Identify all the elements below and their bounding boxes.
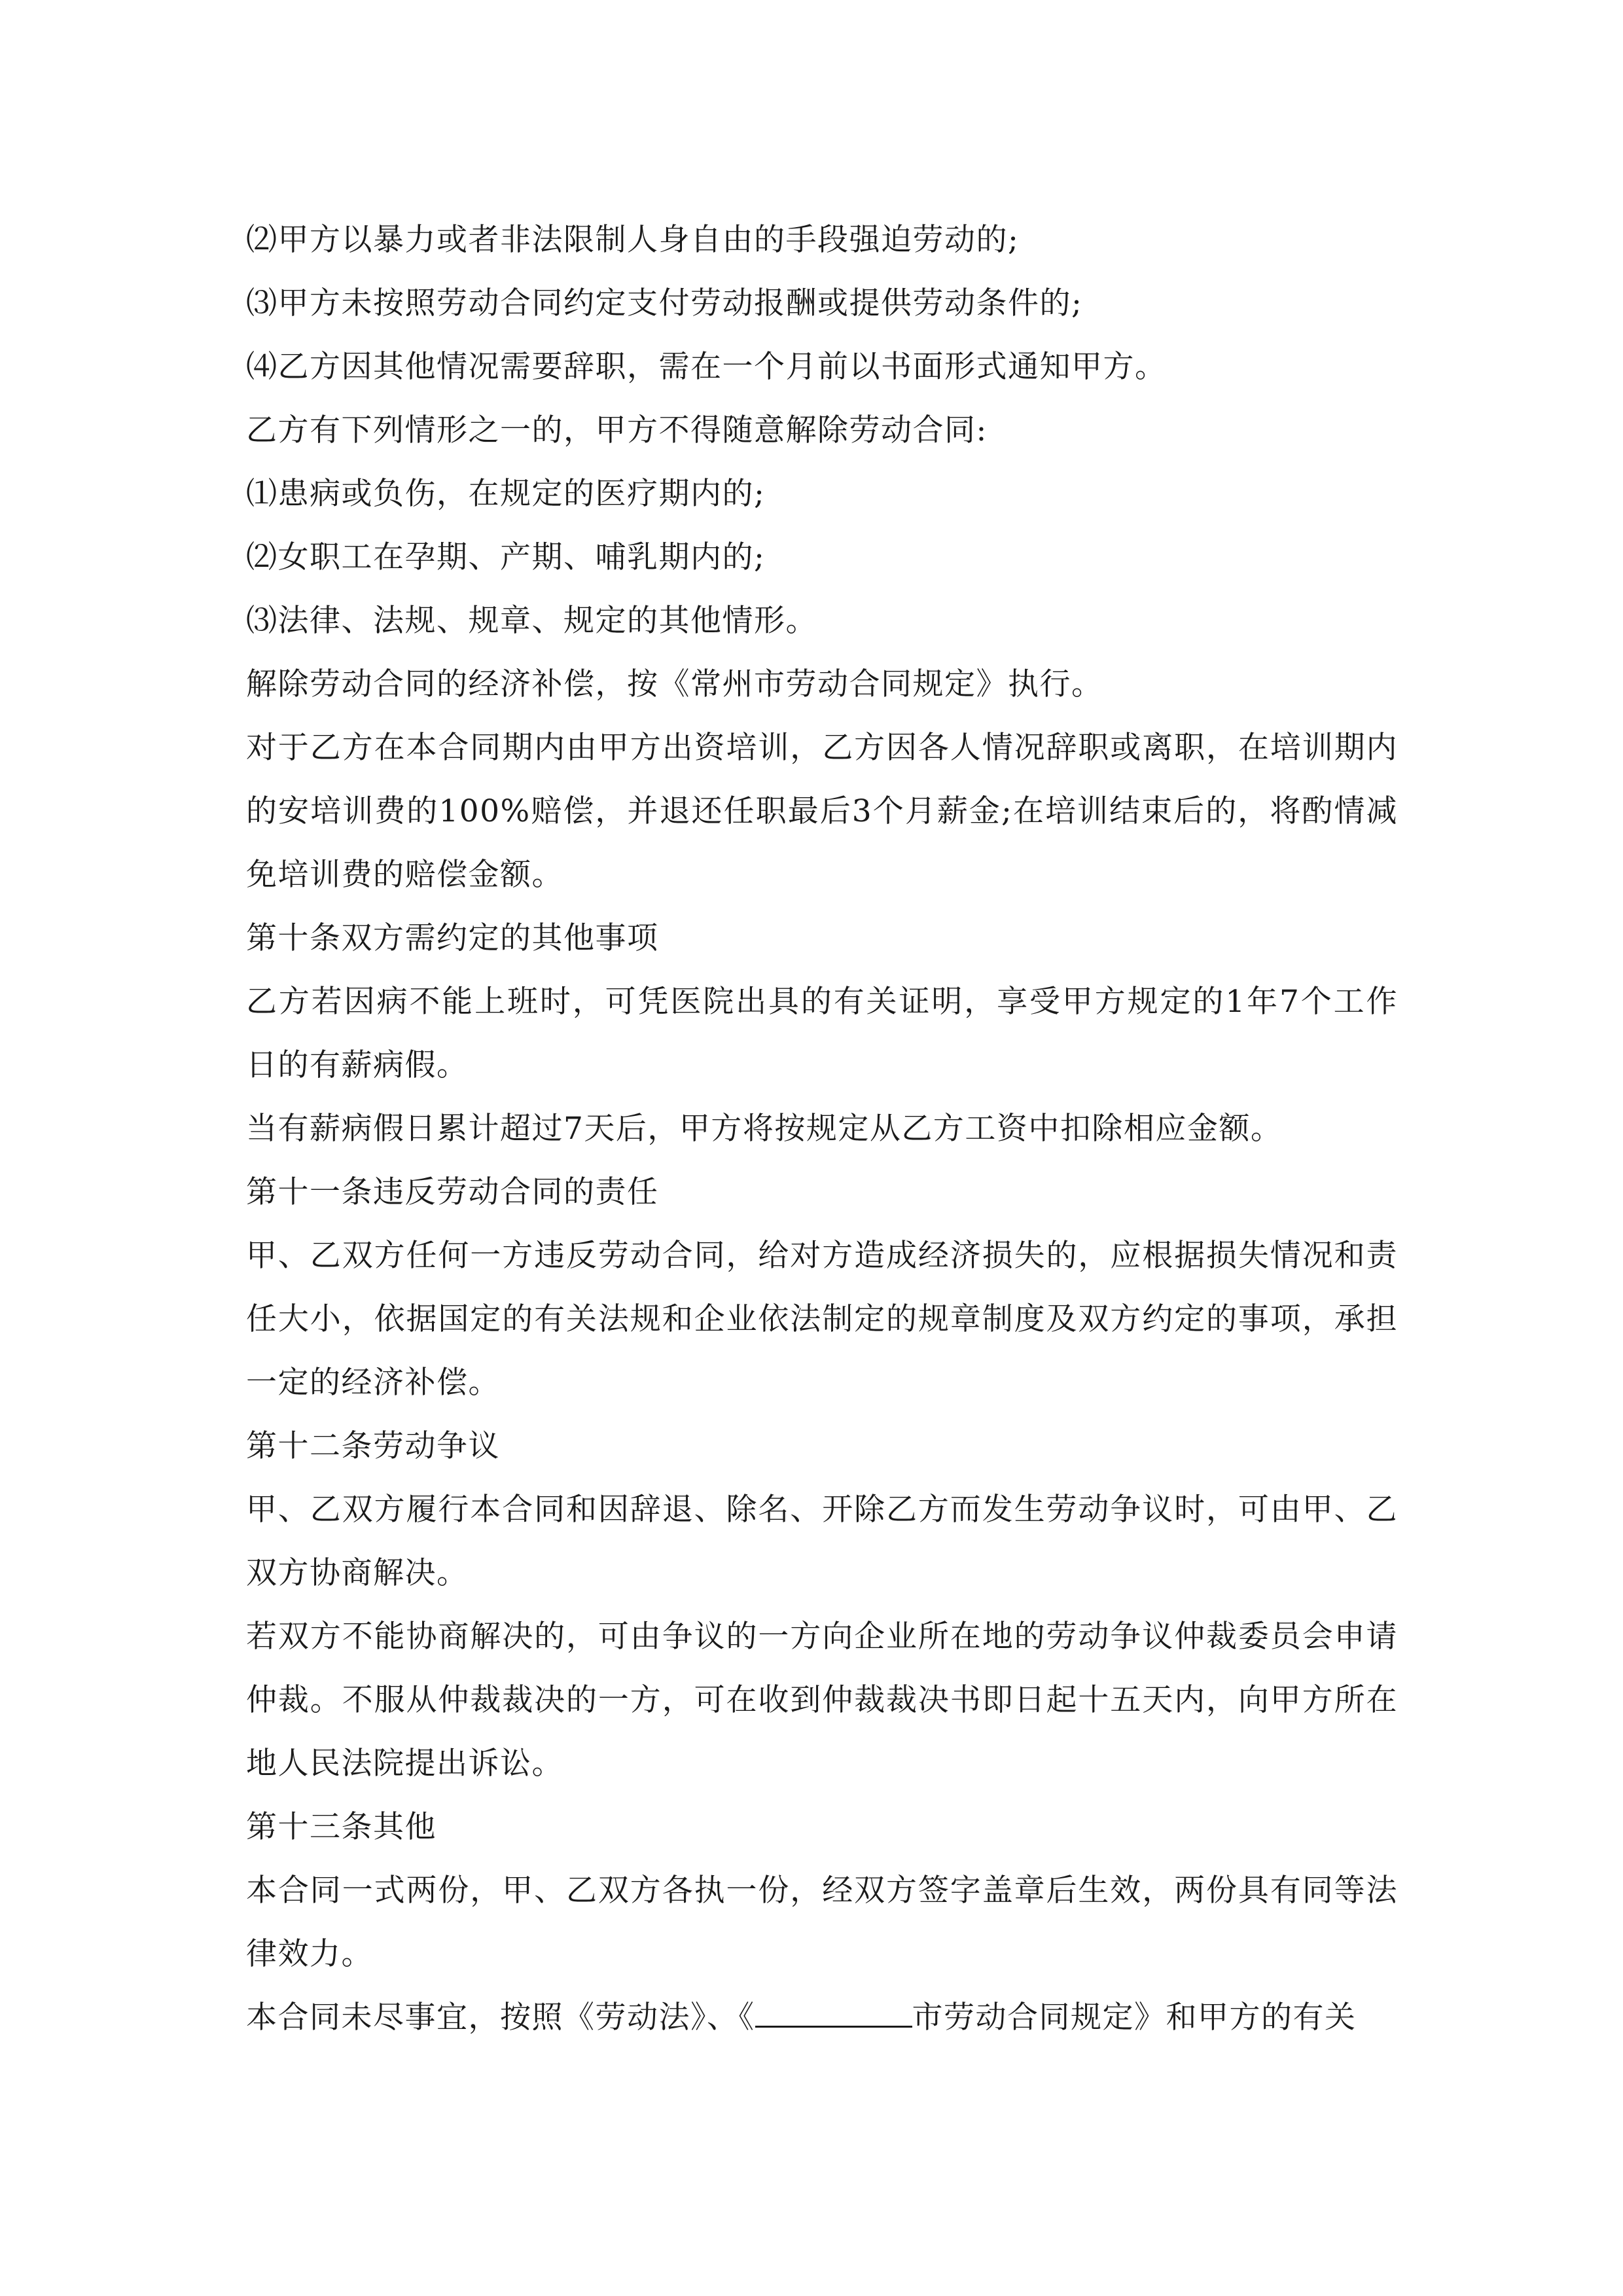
paragraph: 对于乙方在本合同期内由甲方出资培训，乙方因各人情况辞职或离职，在培训期内的安培训费的100%赔偿，并退还任职最后3个月薪金;在培训结束后的，将酌情减免培训费的赔偿金额。 xyxy=(246,730,1398,893)
paragraph: 甲、乙双方履行本合同和因辞退、除名、开除乙方而发生劳动争议时，可由甲、乙双方协商解决。 xyxy=(246,1492,1398,1591)
fill-in-blank xyxy=(755,2000,912,2028)
paragraph: 若双方不能协商解决的，可由争议的一方向企业所在地的劳动争议仲裁委员会申请仲裁。不服从仲裁裁决的一方，可在收到仲裁裁决书即日起十五天内，向甲方所在地人民法院提出诉讼。 xyxy=(246,1619,1398,1782)
paragraph: 当有薪病假日累计超过7天后，甲方将按规定从乙方工资中扣除相应金额。 xyxy=(246,1111,1283,1147)
section-heading: 第十条双方需约定的其他事项 xyxy=(246,920,659,956)
paragraph: 解除劳动合同的经济补偿，按《常州市劳动合同规定》执行。 xyxy=(246,666,1103,702)
clause-item: ⑶法律、法规、规章、规定的其他情形。 xyxy=(246,603,817,639)
clause-item: ⑶甲方未按照劳动合同约定支付劳动报酬或提供劳动条件的; xyxy=(246,285,1083,321)
section-heading: 第十一条违反劳动合同的责任 xyxy=(246,1174,659,1210)
clause-item: ⑴患病或负伤，在规定的医疗期内的; xyxy=(246,476,766,512)
clause-item: ⑵女职工在孕期、产期、哺乳期内的; xyxy=(246,539,766,575)
clause-item: ⑷乙方因其他情况需要辞职，需在一个月前以书面形式通知甲方。 xyxy=(246,349,1167,385)
clause-intro: 乙方有下列情形之一的，甲方不得随意解除劳动合同: xyxy=(246,412,988,448)
paragraph: 乙方若因病不能上班时，可凭医院出具的有关证明，享受甲方规定的1年7个工作日的有薪病假。 xyxy=(246,984,1398,1083)
paragraph: 本合同一式两份，甲、乙双方各执一份，经双方签字盖章后生效，两份具有同等法律效力。 xyxy=(246,1873,1398,1972)
paragraph: 甲、乙双方任何一方违反劳动合同，给对方造成经济损失的，应根据损失情况和责任大小，依据国定的有关法规和企业依法制定的规章制度及双方约定的事项，承担一定的经济补偿。 xyxy=(246,1238,1398,1401)
section-heading: 第十二条劳动争议 xyxy=(246,1428,500,1464)
section-heading: 第十三条其他 xyxy=(246,1809,437,1845)
last-line-after-blank: 市劳动合同规定》和甲方的有关 xyxy=(912,2000,1357,2036)
clause-item: ⑵甲方以暴力或者非法限制人身自由的手段强迫劳动的; xyxy=(246,222,1020,258)
paragraph-last-line xyxy=(246,1986,1398,2049)
last-line-before-blank: 本合同未尽事宜，按照《劳动法》、《 xyxy=(246,2000,755,2036)
document-body xyxy=(246,208,1398,2049)
